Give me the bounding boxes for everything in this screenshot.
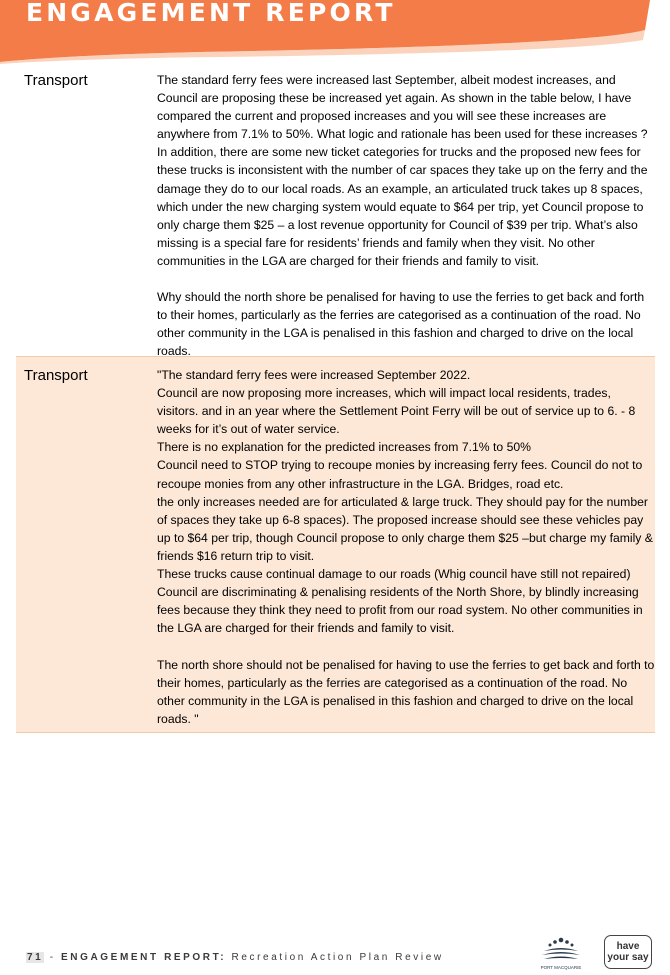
footer-label: ENGAGEMENT REPORT: <box>61 952 227 963</box>
comment-line: These trucks cause continual damage to our roads (Whig council have still not repaired) <box>157 567 631 582</box>
comment-cell <box>157 357 655 732</box>
comment-paragraph: The north shore should not be penalised for having to use the ferries to get back and forth to their homes, particularly as the ferries are categorised as a continuation of the road. No other community in the LGA is penalised in this fashion and charged to drive on the local roads. " <box>157 657 655 726</box>
comment-paragraph: Why should the north shore be penalised for having to use the ferries to get back and forth to their homes, particularly as the ferries are categorised as a continuation of the road. No other community in the LGA is penalised in this fashion and charged to drive on the local roads. <box>157 290 645 359</box>
comment-line: There is no explanation for the predicted increases from 7.1% to 50% <box>157 440 531 455</box>
header-band <box>0 0 670 70</box>
council-logo-icon <box>536 934 586 970</box>
comment-line: the only increases needed are for articulated & large truck. They should pay for the number of spaces they take up 6-8 spaces). The proposed increase should see these vehicles pay up to $64 per trip, though Council propose to only charge them $25 –but charge my family & friends $16 return trip to visit. <box>157 494 653 563</box>
topic-cell: Transport <box>24 72 88 89</box>
comment-line: Council need to STOP trying to recoupe monies by increasing ferry fees. Council do not to recoupe monies from any other infrastructure in the LGA. Bridges, road etc. <box>157 458 643 491</box>
council-logo <box>536 934 586 970</box>
comment-cell <box>157 65 655 359</box>
comment-paragraph: The standard ferry fees were increased last September, albeit modest increases, and Council are proposing these be increased yet again. As shown in the table below, I have compared the current and proposed increases and you will see these increases are anywhere from 7.1% to 50%. What logic and rationale has been used for these increases ? In addition, there are some new ticket categories for trucks and the proposed new fees for these trucks is inconsistent with the number of car spaces they take up on the ferry and the damage they do to our local roads. As an example, an articulated truck takes up 8 spaces, which under the new charging system would equate to $64 per trip, yet Council propose to only charge them $25 – a lost revenue opportunity for Council of $39 per trip. What’s also missing is a special fare for residents’ friends and family when they visit. No other communities in the LGA are charged for their friends and family to visit. <box>157 73 648 268</box>
page-footer <box>26 952 444 963</box>
comment-line: Council are now proposing more increases, which will impact local residents, trades, visitors. and in an year where the Settlement Point Ferry will be out of service up to 6. - 8 weeks for it’s out of water service. <box>157 386 636 437</box>
comments-table <box>16 65 655 733</box>
comment-line: Council are discriminating & penalising residents of the North Shore, by blindly increasing fees because they think they need to profit from our road system. No other communities in the LGA are charged for their friends and family to visit. <box>157 585 643 636</box>
table-row <box>16 357 655 733</box>
comment-line: "The standard ferry fees were increased September 2022. <box>157 368 471 382</box>
page-number: 71 <box>27 952 44 963</box>
council-logo-text: PORT MACQUARIE <box>540 965 582 970</box>
footer-subtitle: Recreation Action Plan Review <box>226 952 444 963</box>
footer-separator: - <box>44 952 62 963</box>
table-row <box>16 65 655 357</box>
page-title: ENGAGEMENT REPORT <box>26 0 396 27</box>
topic-cell: Transport <box>24 367 88 384</box>
have-your-say-logo: have your say <box>604 935 652 969</box>
